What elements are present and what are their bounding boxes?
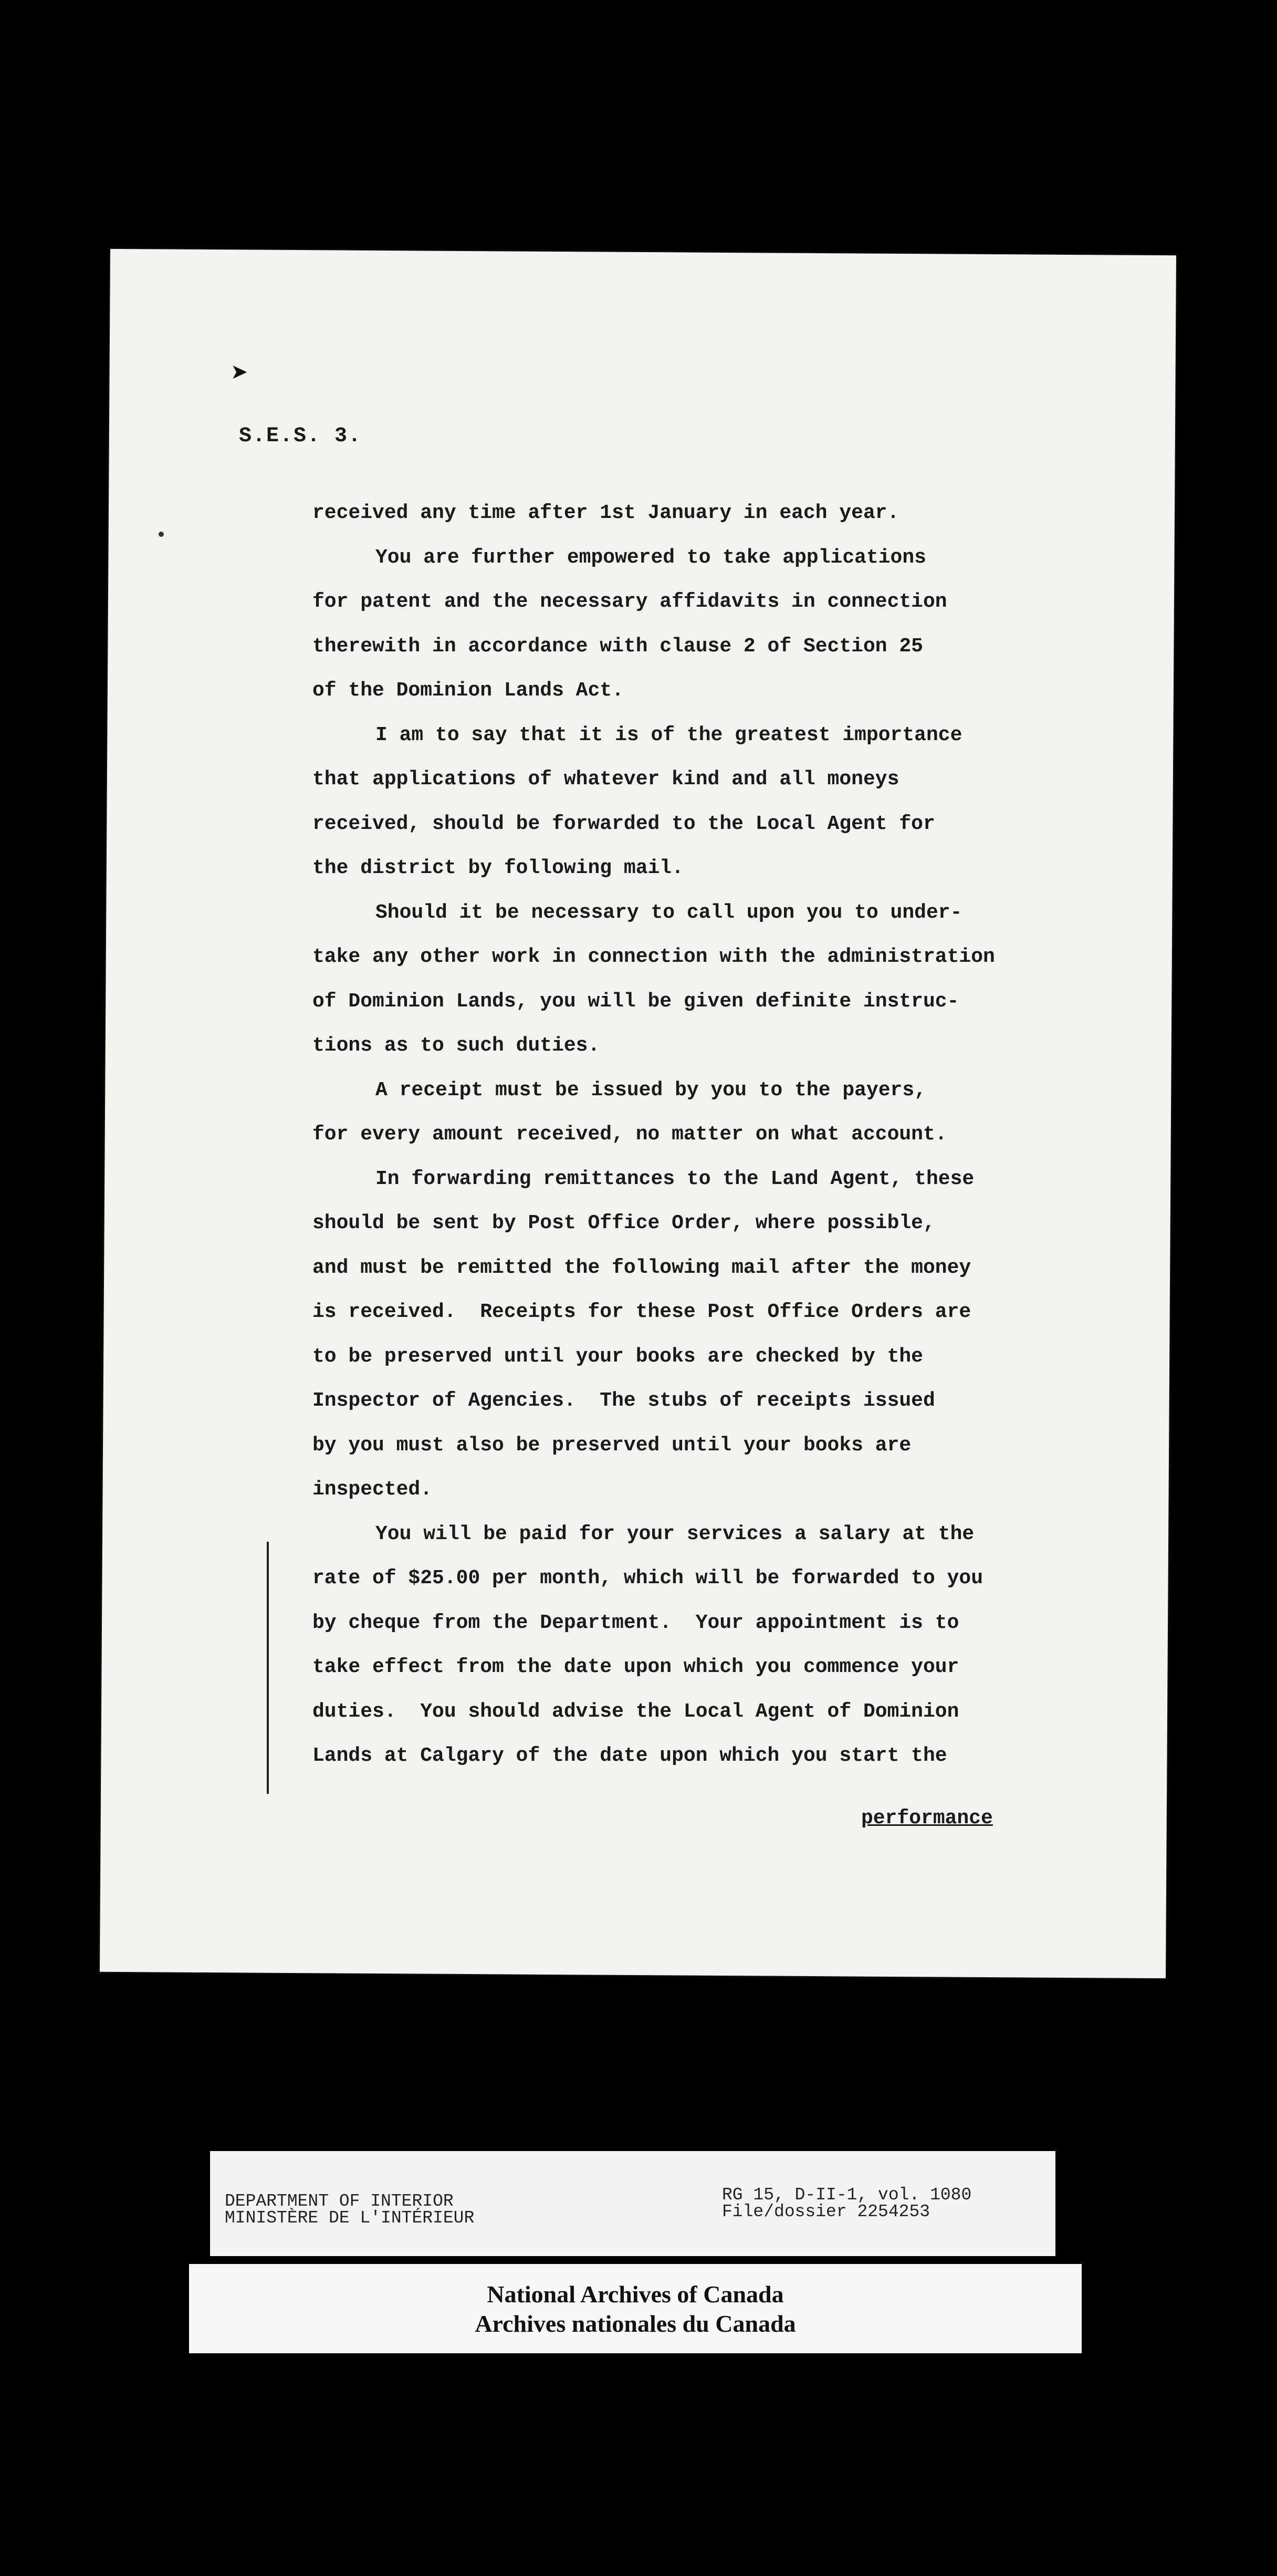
department-name-en: DEPARTMENT OF INTERIOR [225,2191,454,2211]
record-group: RG 15, D-II-1, vol. 1080 [722,2185,972,2205]
text-line: rate of $25.00 per month, which will be forwarded to you [312,1567,983,1590]
text-line: for patent and the necessary affidavits in connection [312,590,947,613]
text-line: You will be paid for your services a salary at the [375,1522,975,1545]
stray-dot [159,532,164,537]
department-name [225,2193,474,2227]
text-line: I am to say that it is of the greatest importance [375,723,962,746]
text-line: the district by following mail. [312,857,684,879]
margin-line [267,1542,269,1794]
text-line: In forwarding remittances to the Land Agent, these [375,1167,975,1190]
text-line: of the Dominion Lands Act. [312,679,624,702]
text-line: You are further empowered to take applications [375,546,926,569]
archive-name-en: National Archives of Canada [487,2281,784,2308]
text-line: is received. Receipts for these Post Office Orders are [312,1301,971,1323]
hand-pointer-mark: ➤ [231,358,249,392]
text-line: should be sent by Post Office Order, where possible, [312,1212,935,1234]
text-line: for every amount received, no matter on what account. [312,1123,947,1146]
text-line: Should it be necessary to call upon you to under- [375,901,962,924]
text-line: received, should be forwarded to the Local Agent for [312,812,935,835]
page-reference: S.E.S. 3. [239,424,362,448]
text-line: inspected. [312,1478,433,1501]
text-line: by cheque from the Department. Your appointment is to [312,1611,959,1634]
text-line: take any other work in connection with the administration [312,946,995,968]
archive-name-fr: Archives nationales du Canada [475,2310,796,2337]
text-line: of Dominion Lands, you will be given definite instruc- [312,990,959,1013]
text-line: duties. You should advise the Local Agent of Dominion [312,1700,959,1723]
text-line: received any time after 1st January in each year. [312,502,899,524]
department-name-fr: MINISTÈRE DE L'INTÉRIEUR [225,2208,475,2228]
file-number: File/dossier 2254253 [722,2202,930,2221]
letter-body [312,491,1090,1779]
text-line: Lands at Calgary of the date upon which you start the [312,1744,947,1767]
archive-reference-label [210,2151,1055,2256]
text-line: A receipt must be issued by you to the payers, [375,1078,926,1102]
catchword-continuation: performance [861,1807,993,1830]
text-line: therewith in accordance with clause 2 of Section 25 [312,635,923,658]
text-line: take effect from the date upon which you commence your [312,1656,959,1678]
archive-name-label [189,2264,1082,2353]
text-line: tions as to such duties. [312,1034,600,1057]
text-line: and must be remitted the following mail after the money [312,1256,971,1279]
text-line: to be preserved until your books are checked by the [312,1345,923,1368]
text-line: by you must also be preserved until your books are [312,1434,912,1457]
text-line: that applications of whatever kind and all moneys [312,768,899,791]
text-line: Inspector of Agencies. The stubs of receipts issued [312,1389,935,1412]
record-reference [722,2187,971,2220]
